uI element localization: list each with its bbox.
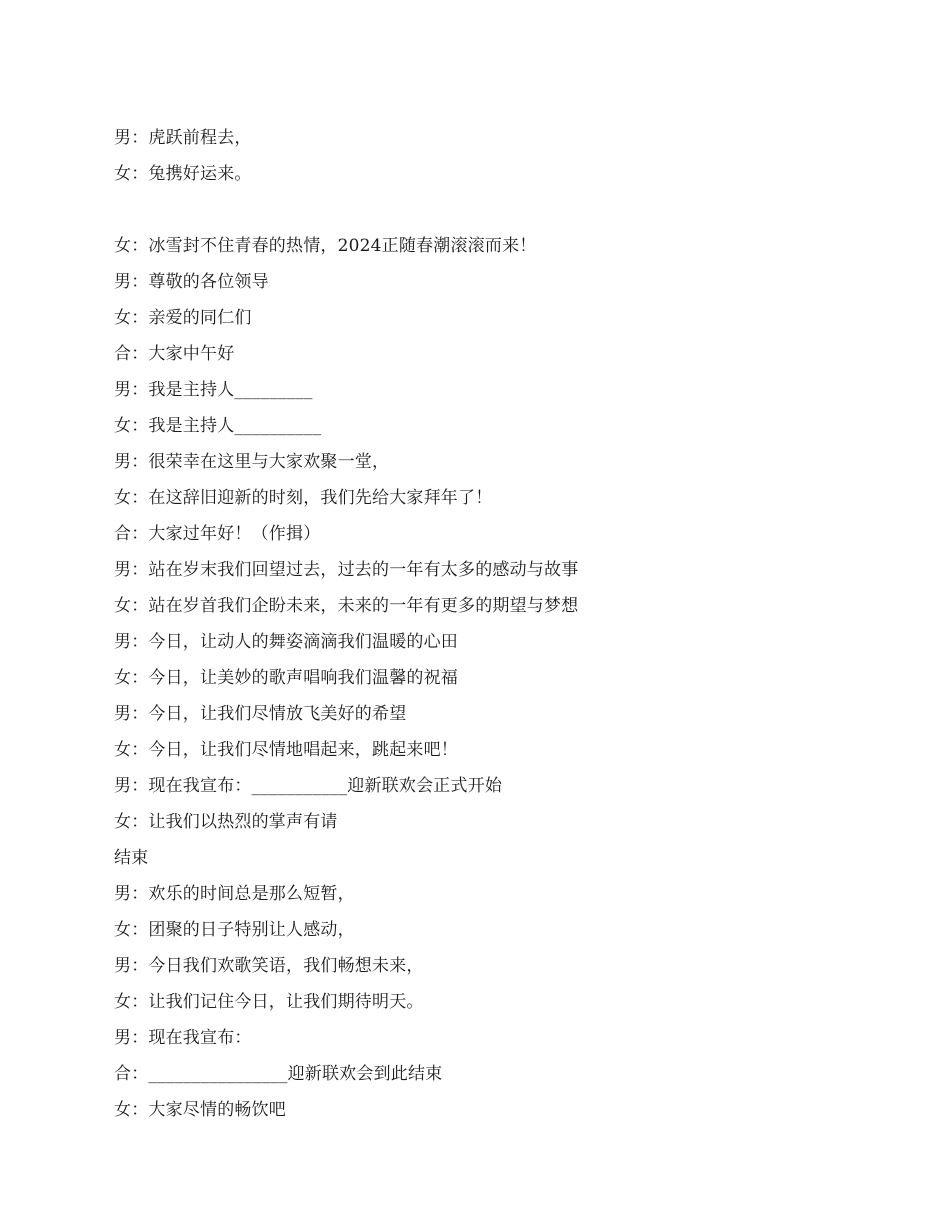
opening-line: 女：在这辞旧迎新的时刻，我们先给大家拜年了！ [114, 488, 493, 508]
closing-line: 男：今日我们欢歌笑语，我们畅想未来， [114, 956, 424, 976]
opening-line: 女：亲爱的同仁们 [114, 308, 252, 328]
paragraph-gap [114, 192, 874, 228]
opening-line: 女：让我们以热烈的掌声有请 [114, 812, 338, 832]
closing-heading: 结束 [114, 848, 149, 868]
opening-line: 女：冰雪封不住青春的热情，2024正随春潮滚滚而来！ [114, 236, 537, 256]
closing-line: 男：现在我宣布： [114, 1028, 252, 1048]
opening-line: 女：今日，让我们尽情地唱起来，跳起来吧！ [114, 740, 458, 760]
closing-line: 男：欢乐的时间总是那么短暂， [114, 884, 355, 904]
closing-line: 女：让我们记住今日，让我们期待明天。 [114, 992, 424, 1012]
opening-line: 合：大家中午好 [114, 344, 235, 364]
intro-line: 男：虎跃前程去， [114, 128, 252, 148]
opening-line: 女：站在岁首我们企盼未来，未来的一年有更多的期望与梦想 [114, 596, 579, 616]
opening-line: 男：我是主持人_________ [114, 380, 313, 400]
closing-line: 女：团聚的日子特别让人感动， [114, 920, 355, 940]
opening-line: 男：尊敬的各位领导 [114, 272, 269, 292]
intro-line: 女：兔携好运来。 [114, 164, 252, 184]
opening-line: 男：现在我宣布：___________迎新联欢会正式开始 [114, 776, 503, 796]
opening-line: 女：我是主持人__________ [114, 416, 322, 436]
opening-line: 女：今日，让美妙的歌声唱响我们温馨的祝福 [114, 668, 458, 688]
opening-line: 男：今日，让我们尽情放飞美好的希望 [114, 704, 407, 724]
opening-line: 男：今日，让动人的舞姿滴滴我们温暖的心田 [114, 632, 458, 652]
opening-line: 男：很荣幸在这里与大家欢聚一堂， [114, 452, 390, 472]
document-body [114, 120, 874, 1128]
opening-line: 男：站在岁末我们回望过去，过去的一年有太多的感动与故事 [114, 560, 579, 580]
closing-line: 合：________________迎新联欢会到此结束 [114, 1064, 443, 1084]
opening-line: 合：大家过年好！（作揖） [114, 524, 321, 544]
closing-line: 女：大家尽情的畅饮吧 [114, 1100, 286, 1120]
